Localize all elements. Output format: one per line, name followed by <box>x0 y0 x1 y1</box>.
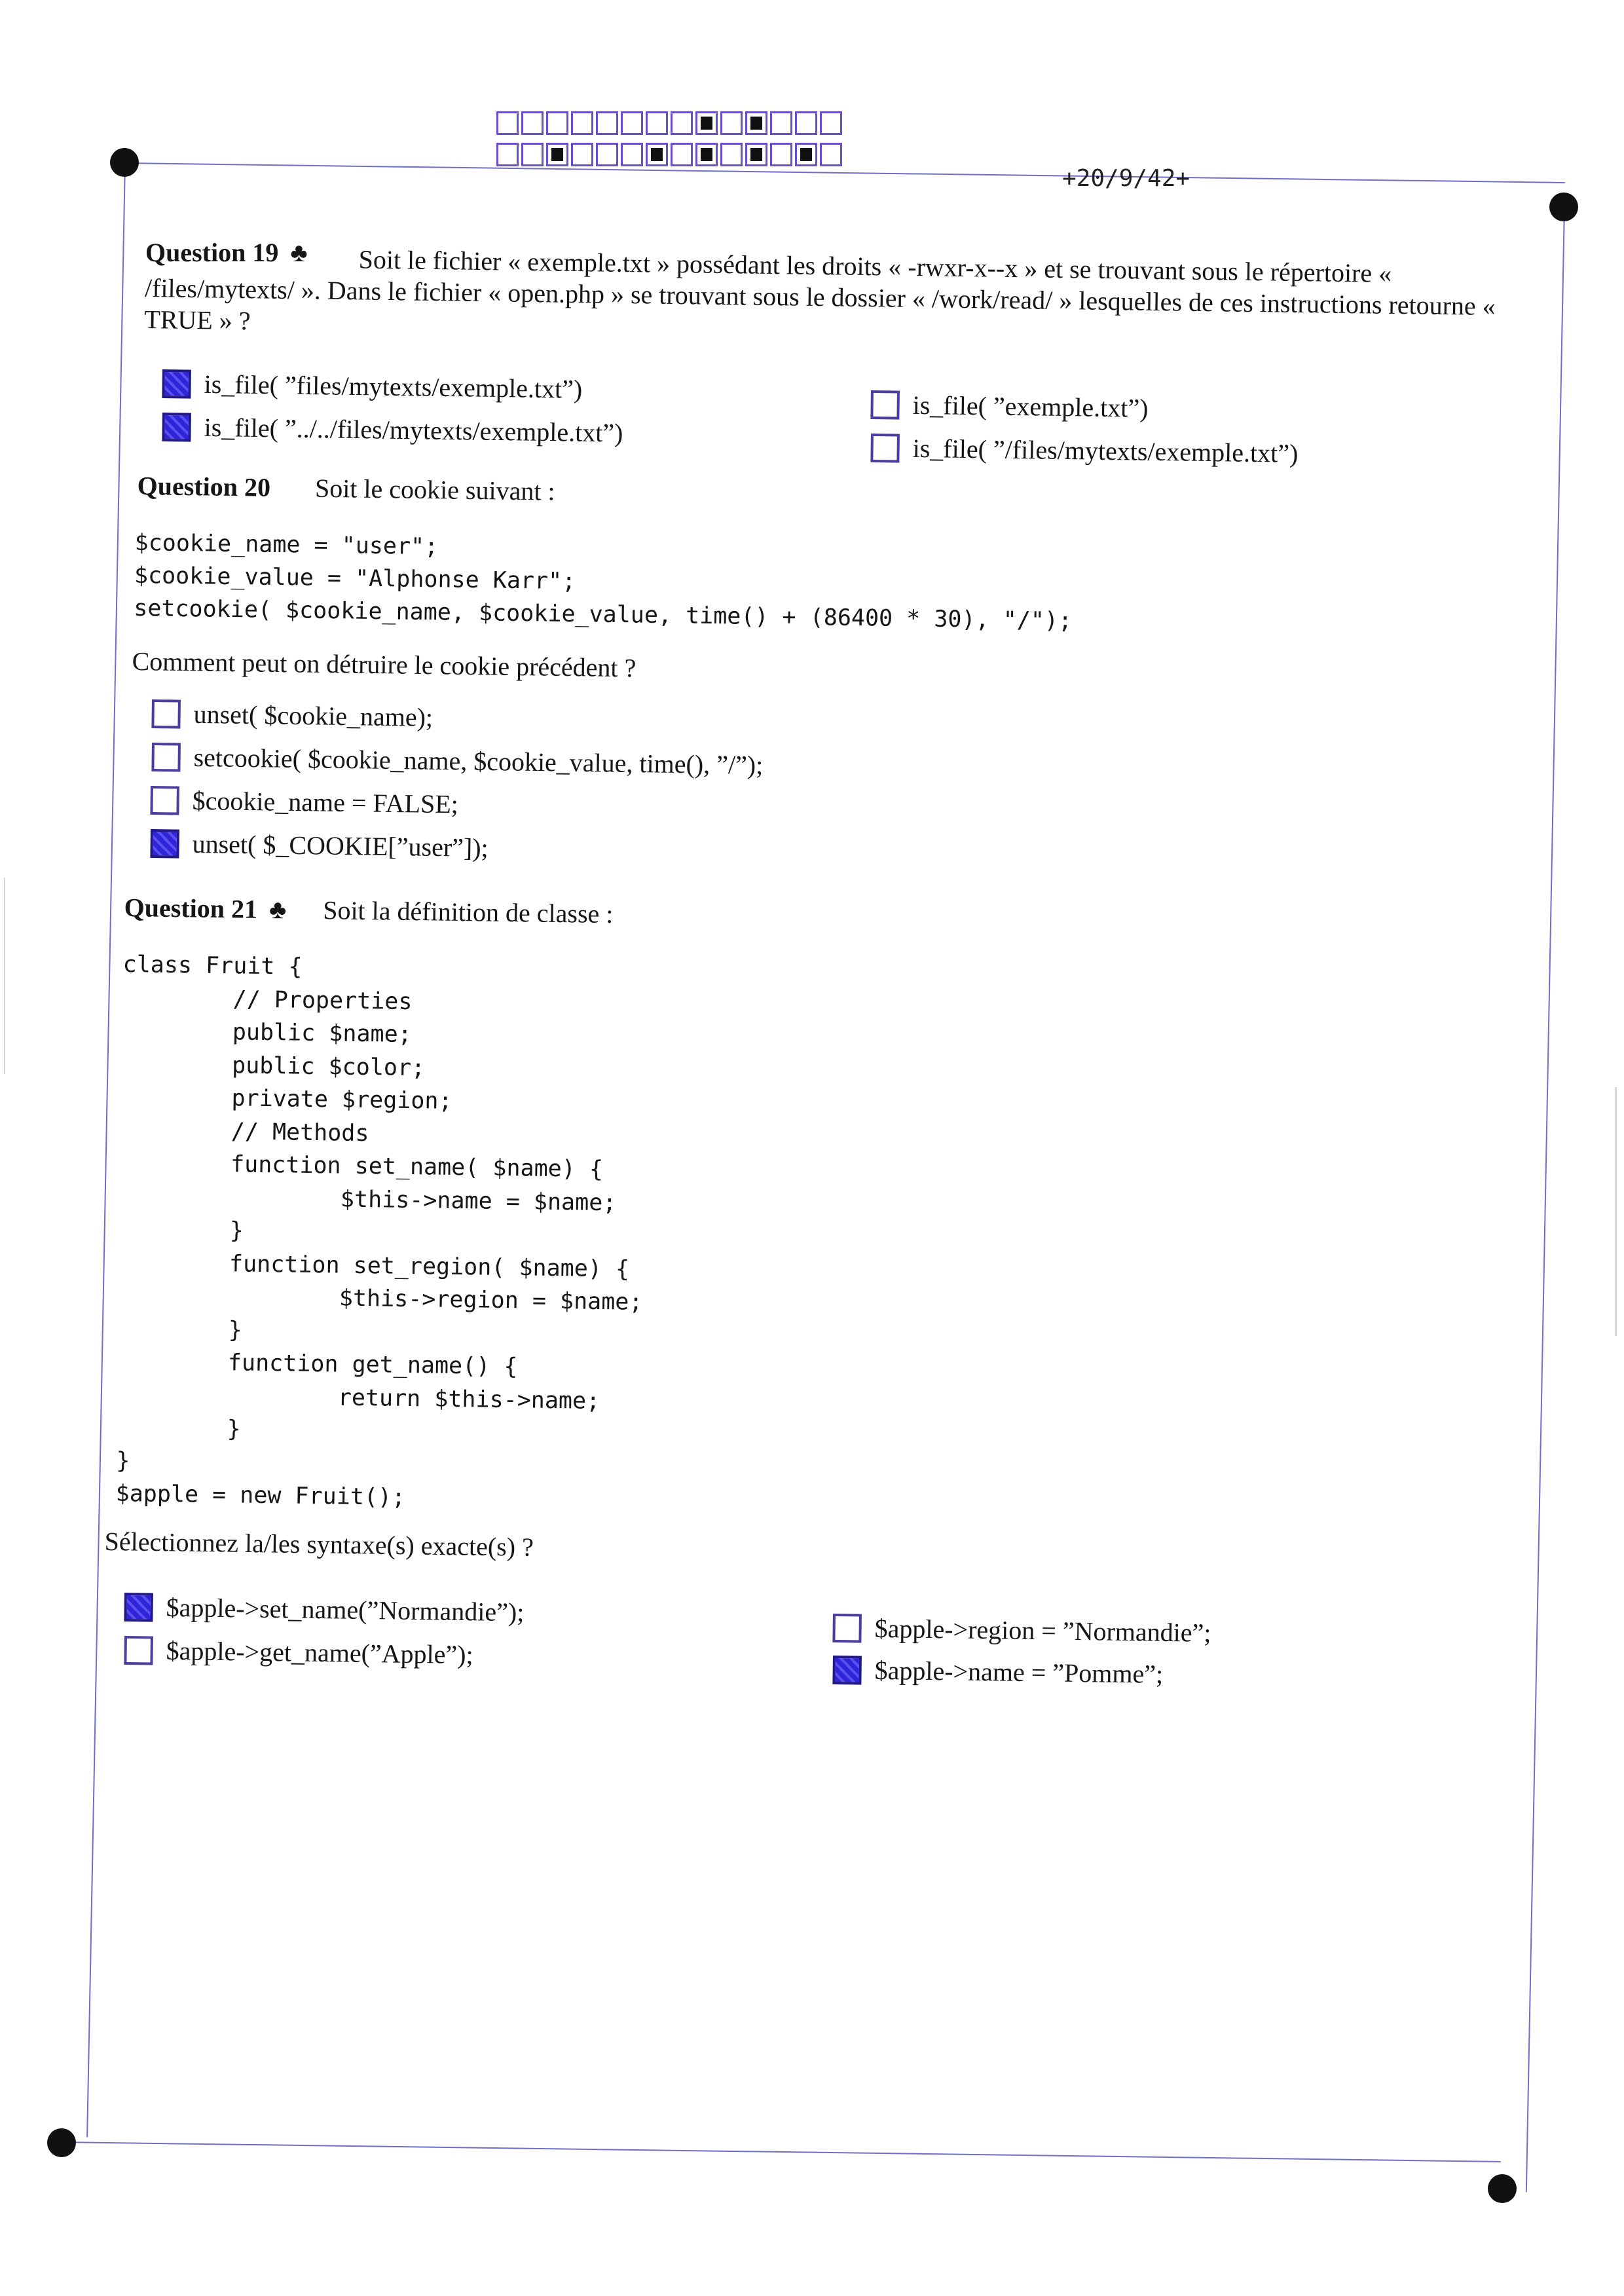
barcode-cell <box>571 143 593 166</box>
scan-edge-mark <box>1615 1087 1617 1336</box>
barcode-cell <box>770 143 792 166</box>
checkbox[interactable] <box>124 1592 153 1621</box>
club-icon: ♣ <box>290 238 308 267</box>
choice-label: $apple->region = ”Normandie”; <box>874 1613 1211 1648</box>
barcode-cell <box>695 143 718 166</box>
code-line: public $name; <box>122 1017 413 1048</box>
q19-choice-1[interactable] <box>162 368 582 405</box>
code-line: $apple = new Fruit(); <box>115 1480 406 1511</box>
barcode-cell <box>646 111 668 135</box>
code-line: function set_name( $name) { <box>120 1149 604 1183</box>
choice-label: setcookie( $cookie_name, $cookie_value, time(), ”/”); <box>193 742 764 780</box>
q21-choice-1[interactable] <box>124 1591 524 1627</box>
question-20-number: Question 20 <box>137 470 271 502</box>
q20-prompt: Comment peut on détruire le cookie précédent ? <box>132 646 637 683</box>
code-line: return $this->name; <box>117 1381 600 1415</box>
checkbox[interactable] <box>832 1613 862 1642</box>
question-20-title <box>137 470 555 507</box>
code-line: $cookie_value = "Alphonse Karr"; <box>134 562 576 595</box>
q19-choice-3[interactable] <box>870 389 1148 424</box>
code-line: public $color; <box>121 1050 426 1081</box>
q21-choice-2[interactable] <box>124 1635 473 1670</box>
question-19-number: Question 19 <box>145 238 279 267</box>
q20-choice-3[interactable] <box>150 785 458 819</box>
code-line: function set_region( $name) { <box>119 1249 630 1283</box>
choice-label: is_file( ”exemple.txt”) <box>912 390 1149 423</box>
choice-label: unset( $cookie_name); <box>193 699 434 732</box>
checkbox[interactable] <box>151 699 181 728</box>
choice-label: $apple->set_name(”Normandie”); <box>166 1592 525 1627</box>
page-id: +20/9/42+ <box>1062 165 1190 192</box>
code-line: $cookie_name = "user"; <box>134 529 439 561</box>
barcode-cell <box>795 143 817 166</box>
question-19-text: Soit le fichier « exemple.txt » possédant les droits « -rwxr-x--x » et se trouvant sous le répertoire « /files/mytexts/ ». Dans le fichier « open.php » se trouvant sous le dossier « /work/read/ » lesquelles de ces instructions retourne « TRUE » ? <box>144 244 1496 336</box>
choice-label: is_file( ”/files/mytexts/exemple.txt”) <box>912 433 1299 468</box>
barcode-cell <box>745 143 767 166</box>
checkbox[interactable] <box>150 785 179 815</box>
barcode-cell <box>795 111 817 135</box>
barcode-cell <box>720 143 743 166</box>
barcode-cell <box>571 111 593 135</box>
code-line: class Fruit { <box>122 951 303 980</box>
code-line: } <box>116 1414 241 1443</box>
corner-marker-top-left <box>110 148 139 177</box>
barcode-cell <box>596 143 618 166</box>
code-line: setcookie( $cookie_name, $cookie_value, time() + (86400 * 30), "/"); <box>134 595 1073 635</box>
q21-code-block <box>115 948 647 1517</box>
q21-choice-3[interactable] <box>832 1612 1211 1648</box>
frame-right-line <box>1526 207 1565 2192</box>
code-line: $this->region = $name; <box>118 1282 643 1316</box>
checkbox[interactable] <box>151 742 181 771</box>
barcode-row-2 <box>496 143 842 166</box>
question-20-intro: Soit le cookie suivant : <box>314 473 555 506</box>
corner-marker-top-right <box>1549 193 1578 221</box>
barcode-cell <box>621 143 643 166</box>
barcode-cell <box>820 143 842 166</box>
code-line: } <box>117 1315 243 1344</box>
q21-choice-4[interactable] <box>832 1654 1163 1690</box>
question-21-number: Question 21 <box>124 892 258 924</box>
barcode-cell <box>546 143 568 166</box>
barcode-cell <box>596 111 618 135</box>
frame-top-line <box>124 162 1565 183</box>
checkbox[interactable] <box>870 390 900 419</box>
code-line: private $region; <box>120 1083 452 1115</box>
barcode-cell <box>671 143 693 166</box>
choice-label: is_file( ”files/mytexts/exemple.txt”) <box>204 369 583 404</box>
scan-edge-mark <box>4 878 5 1074</box>
checkbox[interactable] <box>150 828 179 858</box>
barcode-cell <box>621 111 643 135</box>
question-21-intro: Soit la définition de classe : <box>322 895 614 929</box>
frame-bottom-line <box>60 2141 1501 2162</box>
barcode-cell <box>521 143 544 166</box>
barcode-cell <box>720 111 743 135</box>
barcode-cell <box>671 111 693 135</box>
barcode-cell <box>745 111 767 135</box>
barcode-cell <box>820 111 842 135</box>
checkbox[interactable] <box>162 369 191 398</box>
barcode-cell <box>770 111 792 135</box>
barcode-cell <box>521 111 544 135</box>
choice-label: is_file( ”../../files/mytexts/exemple.txt”) <box>204 412 623 448</box>
choice-label: unset( $_COOKIE[”user”]); <box>192 828 489 863</box>
choice-label: $apple->get_name(”Apple”); <box>166 1635 473 1670</box>
corner-marker-bottom-left <box>47 2128 76 2157</box>
code-line: // Properties <box>122 984 413 1015</box>
q19-choice-4[interactable] <box>870 432 1298 469</box>
q21-prompt: Sélectionnez la/les syntaxe(s) exacte(s) ? <box>104 1527 534 1562</box>
choice-label: $apple->name = ”Pomme”; <box>874 1655 1164 1689</box>
barcode-cell <box>546 111 568 135</box>
corner-marker-bottom-right <box>1488 2174 1517 2203</box>
q19-choice-2[interactable] <box>162 411 623 449</box>
code-line: } <box>119 1215 244 1244</box>
question-21-title <box>124 892 613 929</box>
checkbox[interactable] <box>832 1655 862 1684</box>
checkbox[interactable] <box>124 1635 153 1665</box>
q20-choice-4[interactable] <box>150 828 489 863</box>
barcode-row-1 <box>496 111 842 135</box>
checkbox[interactable] <box>162 412 191 441</box>
code-line: function get_name() { <box>117 1348 518 1380</box>
q20-code-block <box>134 527 1073 637</box>
barcode-cell <box>646 143 668 166</box>
code-line: $this->name = $name; <box>119 1183 617 1216</box>
q20-choice-2[interactable] <box>151 741 763 781</box>
club-icon: ♣ <box>268 895 287 925</box>
barcode-cell <box>496 111 519 135</box>
barcode-cell <box>496 143 519 166</box>
q20-choice-1[interactable] <box>151 698 433 733</box>
code-line: } <box>116 1447 130 1474</box>
choice-label: $cookie_name = FALSE; <box>192 785 459 819</box>
checkbox[interactable] <box>870 433 900 462</box>
code-line: // Methods <box>120 1117 369 1147</box>
barcode-cell <box>695 111 718 135</box>
